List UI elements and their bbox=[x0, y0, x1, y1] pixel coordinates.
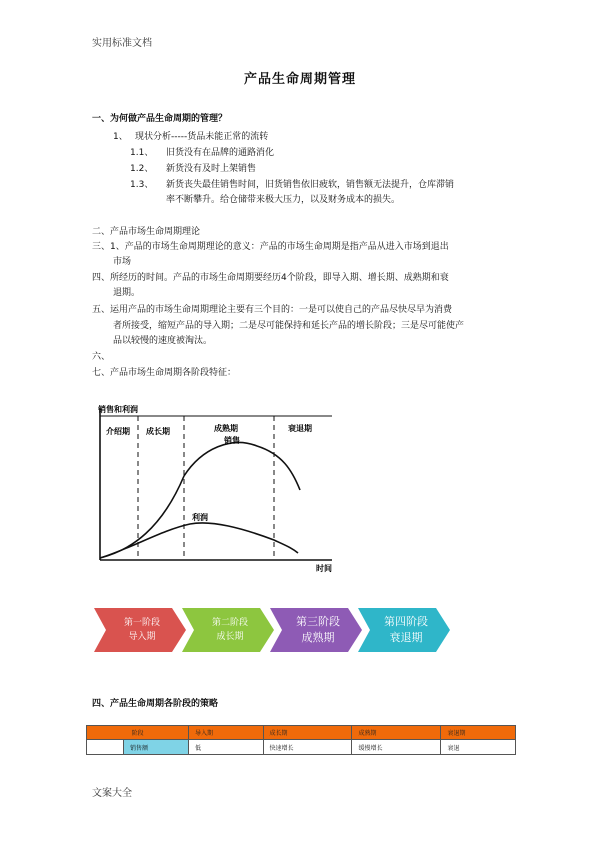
subsection-1 bbox=[113, 131, 268, 144]
stage-1-label bbox=[106, 616, 178, 644]
subsection-1-number: 1、 bbox=[113, 132, 128, 142]
stage-2-label bbox=[194, 616, 266, 644]
section-4-line2: 退期。 bbox=[113, 288, 141, 298]
stage-3-title: 第三阶段 bbox=[296, 615, 340, 628]
header-cell-maturity: 成熟期 bbox=[352, 726, 441, 740]
stage-label-decline: 衰退期 bbox=[288, 424, 312, 433]
subsection-1-text: 现状分析-----货品未能正常的流转 bbox=[135, 132, 269, 142]
header-cell-stage: 阶段 bbox=[87, 726, 189, 740]
section-4-line1: 四、所经历的时间。产品的市场生命周期要经历4个阶段，即导入期、增长期、成熟期和衰 bbox=[92, 273, 449, 283]
table-header-row bbox=[87, 726, 516, 740]
section-3-line1: 三、1、产品的市场生命周期理论的意义：产品的市场生命周期是指产品从进入市场到退出 bbox=[92, 242, 449, 252]
section-2-heading: 二、产品市场生命周期理论 bbox=[92, 227, 201, 237]
stage-label-intro: 介绍期 bbox=[106, 427, 130, 436]
section-7-heading: 七、产品市场生命周期各阶段特征： bbox=[92, 368, 237, 378]
header-cell-growth: 成长期 bbox=[263, 726, 352, 740]
item-1-3-line2: 率不断攀升。给仓储带来极大压力，以及财务成本的损失。 bbox=[166, 195, 401, 205]
item-1-2-text: 新货没有及时上架销售 bbox=[166, 164, 257, 174]
profit-curve bbox=[100, 523, 298, 558]
stage-1-name: 导入期 bbox=[128, 632, 156, 642]
row-blank-cell bbox=[87, 740, 124, 755]
strategy-heading: 四、产品生命周期各阶段的策略 bbox=[92, 699, 219, 709]
item-1-3 bbox=[130, 179, 454, 192]
cell-intro-sales: 低 bbox=[189, 740, 264, 755]
stage-4-name: 衰退期 bbox=[389, 631, 423, 644]
profit-curve-label: 利润 bbox=[192, 513, 208, 522]
item-1-1-text: 旧货没有在品牌的通路消化 bbox=[166, 148, 275, 158]
sales-curve-label: 销售 bbox=[224, 436, 240, 445]
stage-flow bbox=[94, 608, 474, 652]
stage-label-maturity: 成熟期 bbox=[214, 424, 238, 433]
document-title: 产品生命周期管理 bbox=[243, 72, 356, 87]
cell-growth-sales: 快速增长 bbox=[263, 740, 352, 755]
item-1-1 bbox=[130, 147, 274, 160]
section-5-line1: 五、运用产品的市场生命周期理论主要有三个目的：一是可以使自己的产品尽快尽早为消费 bbox=[92, 305, 453, 315]
cell-maturity-sales: 缓慢增长 bbox=[352, 740, 441, 755]
row-label-sales: 销售额 bbox=[124, 740, 189, 755]
item-1-2 bbox=[130, 163, 256, 176]
header-cell-decline: 衰退期 bbox=[441, 726, 516, 740]
cell-decline-sales: 衰退 bbox=[441, 740, 516, 755]
section-5-line2: 者所接受，缩短产品的导入期；二是尽可能保持和延长产品的增长阶段；三是尽可能使产 bbox=[113, 321, 465, 331]
item-1-2-number: 1.2、 bbox=[130, 164, 154, 174]
stage-4-title: 第四阶段 bbox=[384, 615, 428, 628]
stage-1-title: 第一阶段 bbox=[123, 618, 160, 628]
stage-2-name: 成长期 bbox=[216, 632, 244, 642]
page-footer: 文案大全 bbox=[92, 788, 132, 799]
page-header: 实用标准文档 bbox=[92, 38, 152, 49]
y-axis-label: 销售和利润 bbox=[98, 405, 138, 414]
item-1-3-number: 1.3、 bbox=[130, 180, 154, 190]
stage-4-label bbox=[370, 614, 442, 646]
stage-3-label bbox=[282, 614, 354, 646]
product-life-cycle-chart bbox=[92, 398, 342, 573]
x-axis-label: 时间 bbox=[316, 564, 332, 573]
section-3-line2: 市场 bbox=[113, 257, 132, 267]
sales-curve bbox=[100, 443, 300, 558]
item-1-1-number: 1.1、 bbox=[130, 148, 154, 158]
stage-3-name: 成熟期 bbox=[301, 631, 335, 644]
section-6-heading: 六、 bbox=[92, 352, 111, 362]
strategy-table bbox=[86, 725, 516, 755]
header-cell-intro: 导入期 bbox=[189, 726, 264, 740]
stage-2-title: 第二阶段 bbox=[211, 618, 248, 628]
section-5-line3: 品以较慢的速度被淘汰。 bbox=[113, 336, 213, 346]
section-1-heading: 一、为何做产品生命周期的管理？ bbox=[92, 114, 228, 124]
table-row bbox=[87, 740, 516, 755]
stage-label-growth: 成长期 bbox=[146, 427, 170, 436]
item-1-3-line1: 新货丧失最佳销售时间，旧货销售依旧疲软，销售额无法提升，仓库滞销 bbox=[166, 180, 455, 190]
